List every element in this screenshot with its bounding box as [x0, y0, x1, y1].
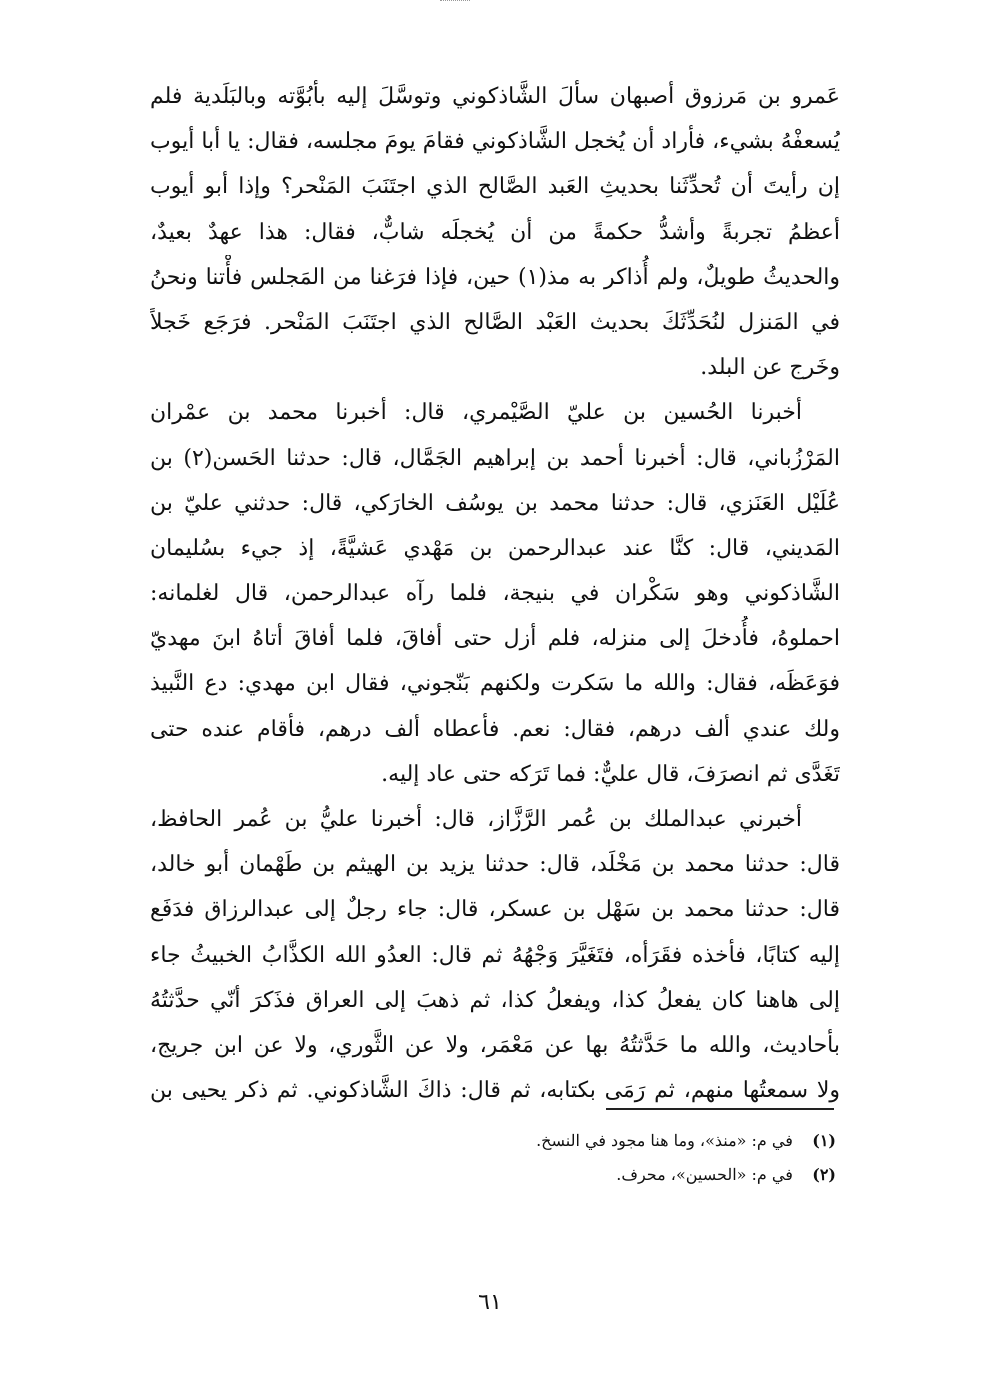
footnote-number: (١) — [812, 1131, 836, 1150]
text-line: قال: حدثنا محمد بن مَخْلَد، قال: حدثنا يزيد بن الهيثم بن طَهْمان أبو خالد، — [150, 852, 840, 878]
footnotes — [380, 1124, 836, 1192]
text-line: بأحاديث، والله ما حَدَّثتُهُ بها عن مَعْمَر، ولا عن الثَّوري، ولا عن ابن جريج، — [150, 1032, 840, 1058]
page-number: ٦١ — [478, 1290, 502, 1315]
text-line: عُلَيْل العَنَزي، قال: حدثنا محمد بن يوسُف الخارَكي، قال: حدثني عليّ بن — [150, 490, 840, 516]
text-line: والحديثُ طويلٌ، ولم أُذاكر به مذ(١) حين، فإذا فرَغنا من المَجلس فأْتنا ونحنُ — [150, 264, 840, 290]
text-line: في المَنزل لنُحَدِّثَكَ بحديث العَبْد الصَّالح الذي اجتَنَبَ المَنْحر. فرَجَع خَجلاً — [150, 309, 840, 335]
text-line: أخبرني عبدالملك بن عُمر الرَّزَّاز، قال: أخبرنا عليُّ بن عُمر الحافظ، — [150, 807, 802, 832]
text-line: إليه كتابًا، فأخذه فقَرَأه، فتَغَيَّرَ وَجْهُهُ ثم قال: العدُو الله الكذَّابُ الخبيثُ جاء — [150, 942, 840, 968]
text-line: إلى هاهنا كان يفعلُ كذا، ويفعلُ كذا، ثم ذهبَ إلى العراق فذَكرَ أنّي حدَّثتُهُ — [150, 987, 840, 1013]
text-line: يُسعفْهُ بشيء، فأراد أن يُخجل الشَّاذكوني فقامَ يومَ مجلسه، فقال: يا أبا أيوب — [150, 129, 840, 155]
text-line: ولا سمعتُها منهم، ثم رَمَى بكتابه، ثم قال: ذاكَ الشَّاذكوني. ثم ذكر يحيى بن — [150, 1078, 840, 1104]
footnote-item — [380, 1124, 836, 1158]
text-line: ولك عندي ألف درهم، فقال: نعم. فأعطاه ألف درهم، فأقام عنده حتى — [150, 716, 840, 742]
main-text — [150, 74, 840, 1113]
text-line: فوَعَظَه، فقال: والله ما سَكرت ولكنهم بَنّجوني، فقال ابن مهدي: دع النَّبيذ — [150, 671, 840, 697]
text-line: أعظمُ تجربةً وأشدُّ حكمةً من أن يُخجلَه شابٌّ، فقال: هذا عهدٌ بعيدٌ، — [150, 219, 840, 245]
text-line: قال: حدثنا محمد بن سَهْل بن عسكر، قال: جاء رجلٌ إلى عبدالرزاق فدَفَع — [150, 897, 840, 923]
text-line: إن رأيتَ أن تُحدِّثَنا بحديثِ العَبد الصَّالح الذي اجتَنَبَ المَنْحر؟ وإذا أبو أيوب — [150, 174, 840, 200]
scan-mark — [440, 0, 470, 4]
footnote-text: في م: «الحسين»، محرف. — [616, 1165, 793, 1184]
text-line: عَمرو بن مَرزوق أصبهان سألَ الشَّاذكوني وتوسَّلَ إليه بأبُوَّته وبالبَلَدية فلم — [150, 84, 840, 109]
text-line: الشَّاذكوني وهو سَكْران في بنيجة، فلما رآه عبدالرحمن، قال لغلمانه: — [150, 581, 840, 607]
footnote-number: (٢) — [812, 1165, 836, 1184]
footnote-divider — [606, 1108, 834, 1110]
text-line: المَرْزُباني، قال: أخبرنا أحمد بن إبراهيم الجَمَّال، قال: حدثنا الحَسن(٢) بن — [150, 445, 840, 471]
footnote-item — [380, 1158, 836, 1192]
text-line: المَديني، قال: كنَّا عند عبدالرحمن بن مَهْدي عَشيَّةً، إذ جيء بسُليمان — [150, 535, 840, 561]
footnote-text: في م: «منذ»، وما هنا مجود في النسخ. — [536, 1131, 793, 1150]
text-line: تَغَدَّى ثم انصرَفَ، قال عليٌّ: فما تَرَكه حتى عاد إليه. — [381, 761, 840, 787]
text-line: وخَرج عن البلد. — [700, 355, 840, 381]
text-line: احملوهُ، فأُدخلَ إلى منزله، فلم أزل حتى أفاقَ، فلما أفاقَ أتاهُ ابنَ مهديّ — [150, 626, 840, 652]
text-line: أخبرنا الحُسين بن عليّ الصَّيْمري، قال: أخبرنا محمد بن عمْران — [150, 400, 802, 426]
